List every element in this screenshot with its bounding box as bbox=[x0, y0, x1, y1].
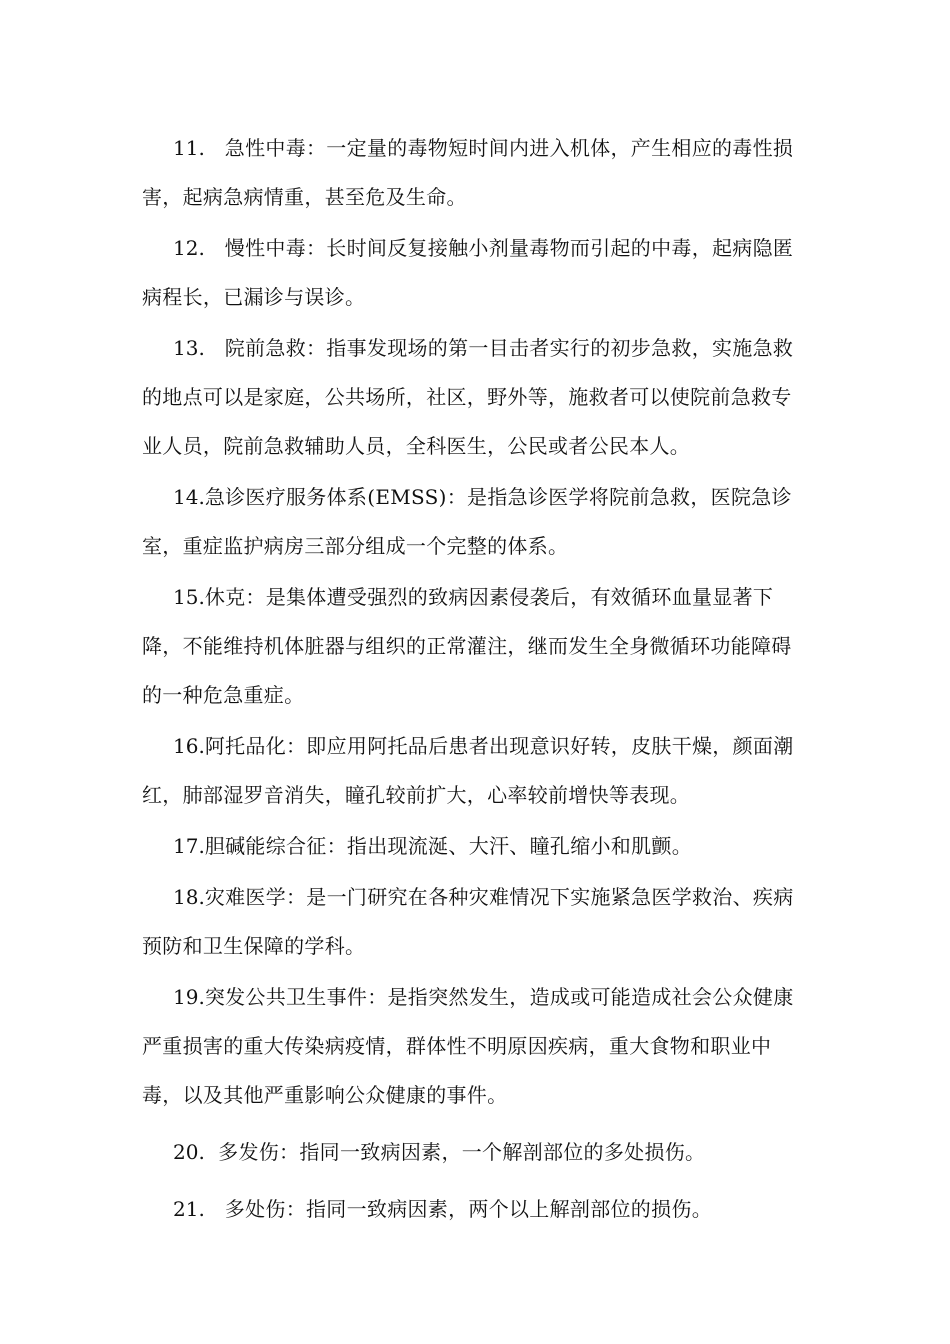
item-text: 慢性中毒：长时间反复接触小剂量毒物而引起的中毒，起病隐匿病程长，已漏诊与误诊。 bbox=[142, 236, 794, 309]
item-text: 胆碱能综合征：指出现流涎、大汗、瞳孔缩小和肌颤。 bbox=[204, 834, 693, 858]
item-number: 21. bbox=[173, 1197, 205, 1221]
item-text: 急诊医疗服务体系(EMSS)：是指急诊医学将院前急救，医院急诊室，重症监护病房三部分组成一个完整的体系。 bbox=[142, 485, 792, 558]
definition-item-15 bbox=[142, 573, 810, 720]
item-text: 灾难医学：是一门研究在各种灾难情况下实施紧急医学救治、疾病预防和卫生保障的学科。 bbox=[142, 885, 794, 958]
definition-item-19 bbox=[142, 973, 810, 1120]
item-number: 11. bbox=[173, 136, 205, 160]
item-text: 突发公共卫生事件：是指突然发生，造成或可能造成社会公众健康严重损害的重大传染病疫情，群体性不明原因疾病，重大食物和职业中毒，以及其他严重影响公众健康的事件。 bbox=[142, 985, 794, 1107]
definition-item-13 bbox=[142, 324, 810, 471]
definition-item-21 bbox=[142, 1185, 810, 1234]
item-number: 12. bbox=[173, 236, 205, 260]
definition-item-20 bbox=[142, 1128, 810, 1177]
item-text: 多发伤：指同一致病因素，一个解剖部位的多处损伤。 bbox=[218, 1140, 706, 1164]
item-text: 院前急救：指事发现场的第一目击者实行的初步急救，实施急救的地点可以是家庭，公共场所，社区，野外等，施救者可以使院前急救专业人员，院前急救辅助人员，全科医生，公民或者公民本人。 bbox=[142, 336, 794, 458]
definition-item-18 bbox=[142, 873, 810, 971]
definition-item-12 bbox=[142, 224, 810, 322]
definition-item-16 bbox=[142, 722, 810, 820]
item-number: 17. bbox=[173, 834, 205, 858]
item-number: 18. bbox=[173, 885, 205, 909]
definition-item-11 bbox=[142, 124, 810, 222]
item-number: 14. bbox=[173, 485, 205, 509]
definition-item-17 bbox=[142, 822, 810, 871]
item-number: 19. bbox=[173, 985, 205, 1009]
item-text: 休克：是集体遭受强烈的致病因素侵袭后，有效循环血量显著下降，不能维持机体脏器与组织的正常灌注，继而发生全身微循环功能障碍的一种危急重症。 bbox=[142, 585, 792, 707]
item-text: 阿托品化：即应用阿托品后患者出现意识好转，皮肤干燥，颜面潮红，肺部湿罗音消失，瞳孔较前扩大，心率较前增快等表现。 bbox=[142, 734, 794, 807]
definition-item-14 bbox=[142, 473, 810, 571]
definition-list bbox=[142, 124, 810, 1234]
item-number: 15. bbox=[173, 585, 205, 609]
item-text: 急性中毒：一定量的毒物短时间内进入机体，产生相应的毒性损害，起病急病情重，甚至危及生命。 bbox=[142, 136, 794, 209]
item-number: 20. bbox=[173, 1140, 205, 1164]
item-text: 多处伤：指同一致病因素，两个以上解剖部位的损伤。 bbox=[224, 1197, 712, 1221]
item-number: 16. bbox=[173, 734, 205, 758]
item-number: 13. bbox=[173, 336, 205, 360]
